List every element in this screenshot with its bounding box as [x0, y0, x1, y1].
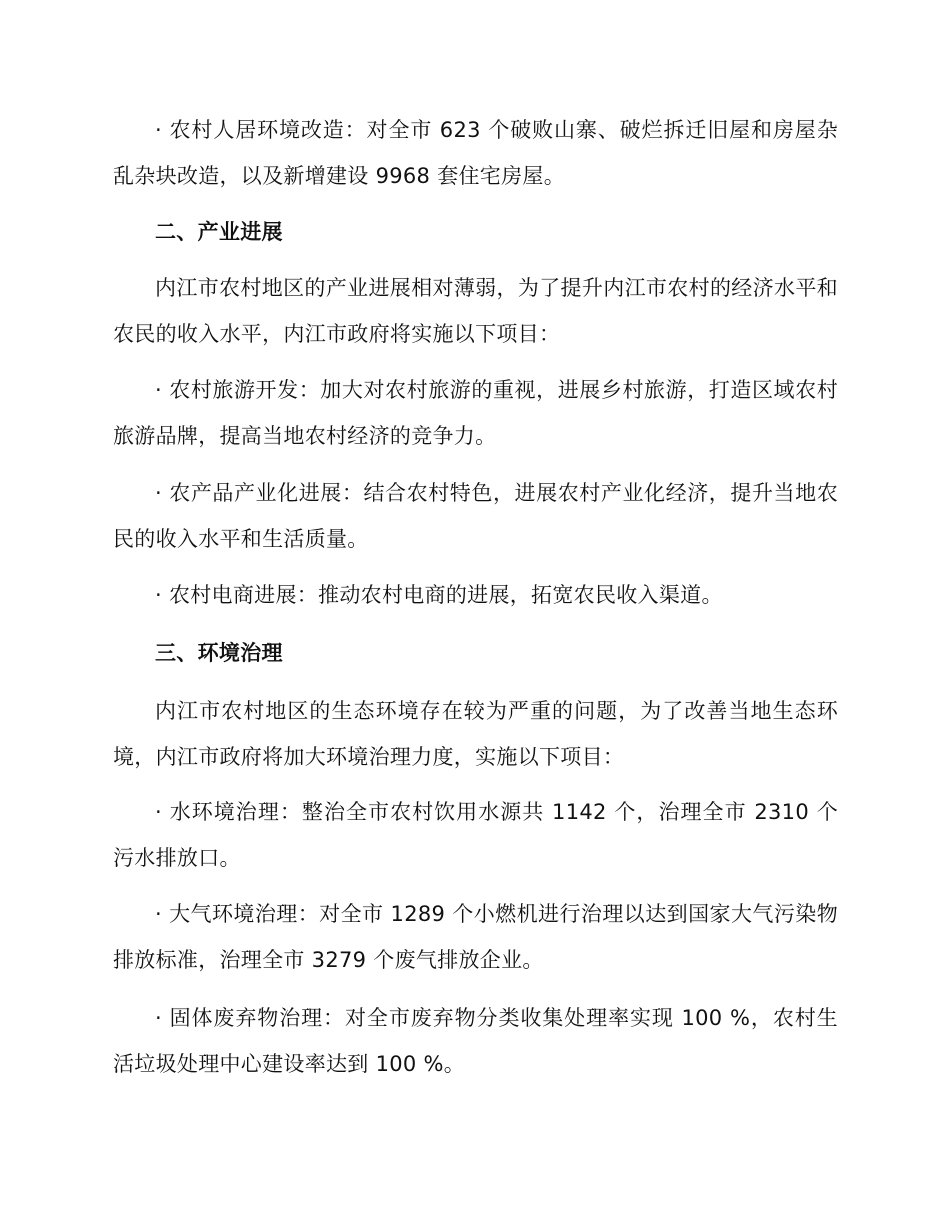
paragraph-environment-intro: 内江市农村地区的生态环境存在较为严重的问题，为了改善当地生态环境，内江市政府将加大环境治理力度，实施以下项目： — [113, 699, 838, 769]
bullet-rural-tourism: · 农村旅游开发：加大对农村旅游的重视，进展乡村旅游，打造区域农村旅游品牌，提高当地农村经济的竞争力。 — [113, 378, 838, 448]
bullet-water-governance: · 水环境治理：整治全市农村饮用水源共 1142 个，治理全市 2310 个污水排放口。 — [113, 800, 838, 870]
bullet-rural-ecommerce: · 农村电商进展：推动农村电商的进展，拓宽农民收入渠道。 — [155, 583, 723, 607]
bullet-rural-housing: · 农村人居环境改造：对全市 623 个破败山寨、破烂拆迁旧屋和房屋杂乱杂块改造，以及新增建设 9968 套住宅房屋。 — [113, 118, 838, 188]
bullet-agri-industrialization: · 农产品产业化进展：结合农村特色，进展农村产业化经济，提升当地农民的收入水平和生活质量。 — [113, 481, 838, 551]
paragraph-industry-intro: 内江市农村地区的产业进展相对薄弱，为了提升内江市农村的经济水平和农民的收入水平，内江市政府将实施以下项目： — [113, 276, 838, 346]
bullet-solid-waste-governance: · 固体废弃物治理：对全市废弃物分类收集处理率实现 100 %，农村生活垃圾处理中心建设率达到 100 %。 — [113, 1006, 838, 1076]
bullet-air-governance: · 大气环境治理：对全市 1289 个小燃机进行治理以达到国家大气污染物排放标准，治理全市 3279 个废气排放企业。 — [113, 902, 838, 972]
section-heading-environment: 三、环境治理 — [155, 641, 283, 665]
section-heading-industry: 二、产业进展 — [155, 220, 283, 244]
